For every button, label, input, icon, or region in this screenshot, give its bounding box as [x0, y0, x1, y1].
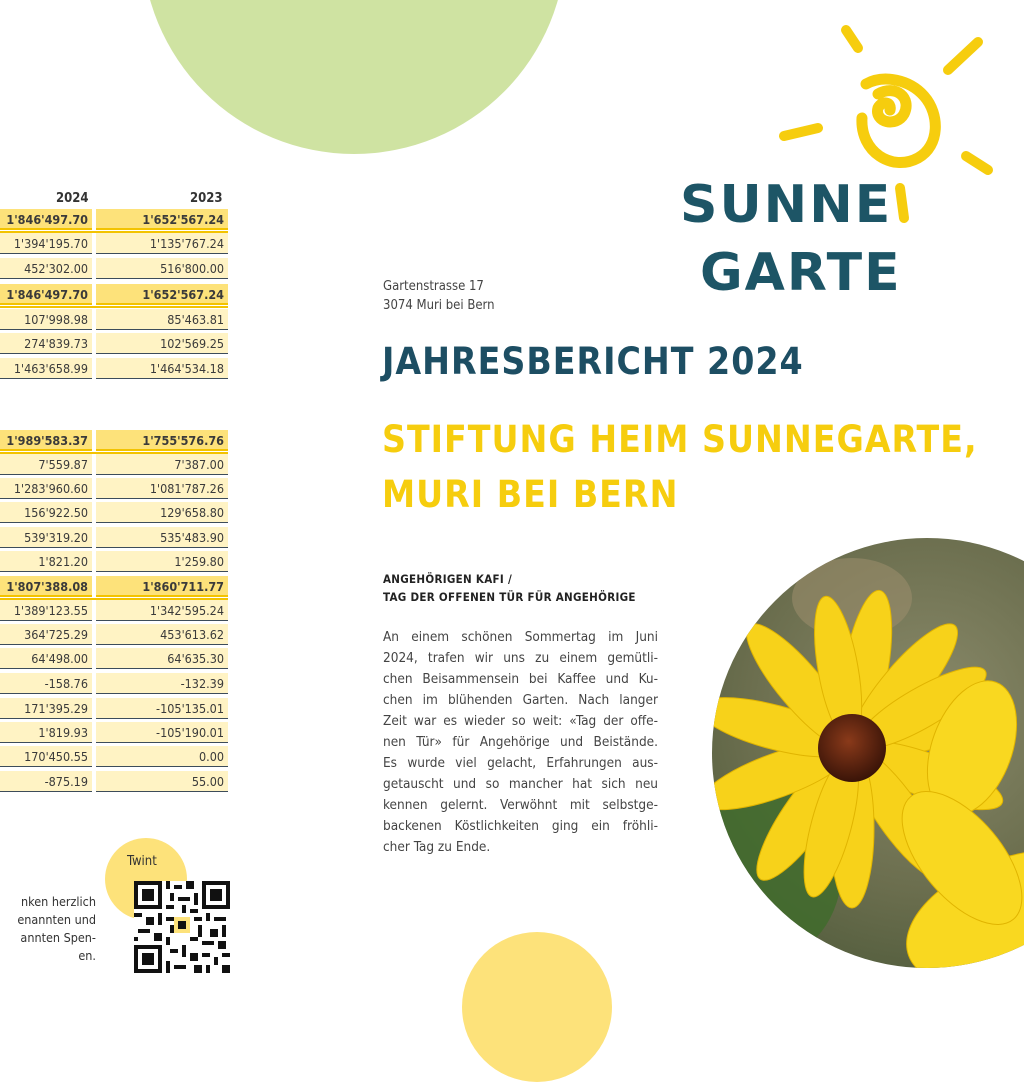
cell-2024: -875.19 [0, 771, 92, 792]
cell-2024: 1'394'195.70 [0, 233, 92, 254]
cell-2024: 1'846'497.70 [0, 209, 92, 230]
table-row [0, 358, 228, 380]
cell-2023: -105'190.01 [96, 722, 228, 743]
cell-2024: 1'819.93 [0, 722, 92, 743]
cell-2024: 1'846'497.70 [0, 284, 92, 305]
address-street: Gartenstrasse 17 [383, 279, 484, 294]
cell-2024: 539'319.20 [0, 527, 92, 548]
cell-2023: 1'652'567.24 [96, 284, 228, 305]
cell-2023: 1'259.80 [96, 551, 228, 572]
article-line: 2024, trafen wir uns zu einem gemütli- [383, 650, 658, 666]
cell-2024: 1'389'123.55 [0, 600, 92, 621]
article-line: cher Tag zu Ende. [383, 839, 491, 855]
logo-line-1: SUNNE [680, 175, 893, 235]
cell-2024: 1'283'960.60 [0, 478, 92, 499]
cell-2023: 453'613.62 [96, 624, 228, 645]
table-row [0, 576, 228, 600]
cell-2024: 452'302.00 [0, 258, 92, 279]
table-row [0, 527, 228, 549]
cell-2023: -132.39 [96, 673, 228, 694]
cell-2024: 107'998.98 [0, 309, 92, 330]
cell-2023: 516'800.00 [96, 258, 228, 279]
cell-2024: 274'839.73 [0, 333, 92, 354]
table-row [0, 698, 228, 720]
article-line: chen im blühenden Garten. Nach langer [383, 692, 658, 708]
table-row [0, 600, 228, 622]
article-line: chen Beisammensein bei Kaffee und Ku- [383, 671, 658, 687]
table-row [0, 551, 228, 573]
cell-2024: 64'498.00 [0, 648, 92, 669]
table-row [0, 624, 228, 646]
cell-2023: 1'860'711.77 [96, 576, 228, 597]
article-line: Es wurde viel gelacht, Erfahrungen aus- [383, 755, 658, 771]
table-row [0, 502, 228, 524]
table-row [0, 333, 228, 355]
twint-label: Twint [127, 854, 157, 869]
cell-2023: 1'755'576.76 [96, 430, 228, 451]
table-row [0, 478, 228, 500]
table-row [0, 430, 228, 454]
logo-line-2: GARTE [700, 243, 902, 302]
table-row [0, 673, 228, 695]
cell-2024: 1'821.20 [0, 551, 92, 572]
article-subhead: ANGEHÖRIGEN KAFI / TAG DER OFFENEN TÜR FÜR ANGEHÖRIGE [383, 572, 636, 604]
address-city: 3074 Muri bei Bern [383, 298, 495, 313]
cell-2023: 0.00 [96, 746, 228, 767]
article-line: nen Tür» für Angehörige und Beistände. [383, 734, 658, 750]
cell-2023: 55.00 [96, 771, 228, 792]
decorative-green-circle [142, 0, 566, 154]
thanks-paragraph: nken herzlich enannten und annten Spen- en. [17, 894, 96, 963]
flower-photo [712, 538, 1024, 968]
table-row [0, 454, 228, 476]
sunflower-image-icon [712, 538, 1024, 968]
cell-2023: 1'135'767.24 [96, 233, 228, 254]
cell-2024: 170'450.55 [0, 746, 92, 767]
table-row [0, 746, 228, 768]
cell-2024: 1'989'583.37 [0, 430, 92, 451]
article-line: kennen gelernt. Verwöhnt mit selbstge- [383, 797, 658, 813]
table-row [0, 258, 228, 280]
cell-2023: 85'463.81 [96, 309, 228, 330]
table-row [0, 722, 228, 744]
table-row [0, 771, 228, 793]
cell-2023: 1'342'595.24 [96, 600, 228, 621]
cell-2024: 1'807'388.08 [0, 576, 92, 597]
twint-qr-code-icon[interactable] [134, 881, 230, 973]
cell-2023: 1'081'787.26 [96, 478, 228, 499]
cell-2023: 129'658.80 [96, 502, 228, 523]
cell-2024: 7'559.87 [0, 454, 92, 475]
address-block [383, 277, 495, 315]
table-row [0, 209, 228, 233]
cell-2023: 1'464'534.18 [96, 358, 228, 379]
column-header-2023: 2023 [190, 191, 223, 206]
table-row [0, 648, 228, 670]
sunnegarte-sun-logo-icon [678, 22, 998, 302]
cell-2023: 102'569.25 [96, 333, 228, 354]
foundation-title: STIFTUNG HEIM SUNNEGARTE, MURI BEI BERN [382, 418, 978, 516]
cell-2024: -158.76 [0, 673, 92, 694]
decorative-yellow-circle [462, 932, 612, 1082]
article-body [383, 627, 658, 858]
table-row [0, 284, 228, 308]
article-line: getauscht und so mancher hat sich neu [383, 776, 658, 792]
article-line: backenen Köstlichkeiten ging ein fröhli- [383, 818, 658, 834]
cell-2023: 1'652'567.24 [96, 209, 228, 230]
cell-2023: 7'387.00 [96, 454, 228, 475]
cell-2023: -105'135.01 [96, 698, 228, 719]
cell-2024: 1'463'658.99 [0, 358, 92, 379]
article-line: Zeit war es wieder so weit: «Tag der offe- [383, 713, 658, 729]
cell-2023: 64'635.30 [96, 648, 228, 669]
table-row [0, 309, 228, 331]
table-row [0, 233, 228, 255]
cell-2024: 171'395.29 [0, 698, 92, 719]
column-header-2024: 2024 [56, 191, 89, 206]
article-line: An einem schönen Sommertag im Juni [383, 629, 658, 645]
cell-2023: 535'483.90 [96, 527, 228, 548]
cell-2024: 156'922.50 [0, 502, 92, 523]
report-title: JAHRESBERICHT 2024 [382, 340, 804, 383]
cell-2024: 364'725.29 [0, 624, 92, 645]
